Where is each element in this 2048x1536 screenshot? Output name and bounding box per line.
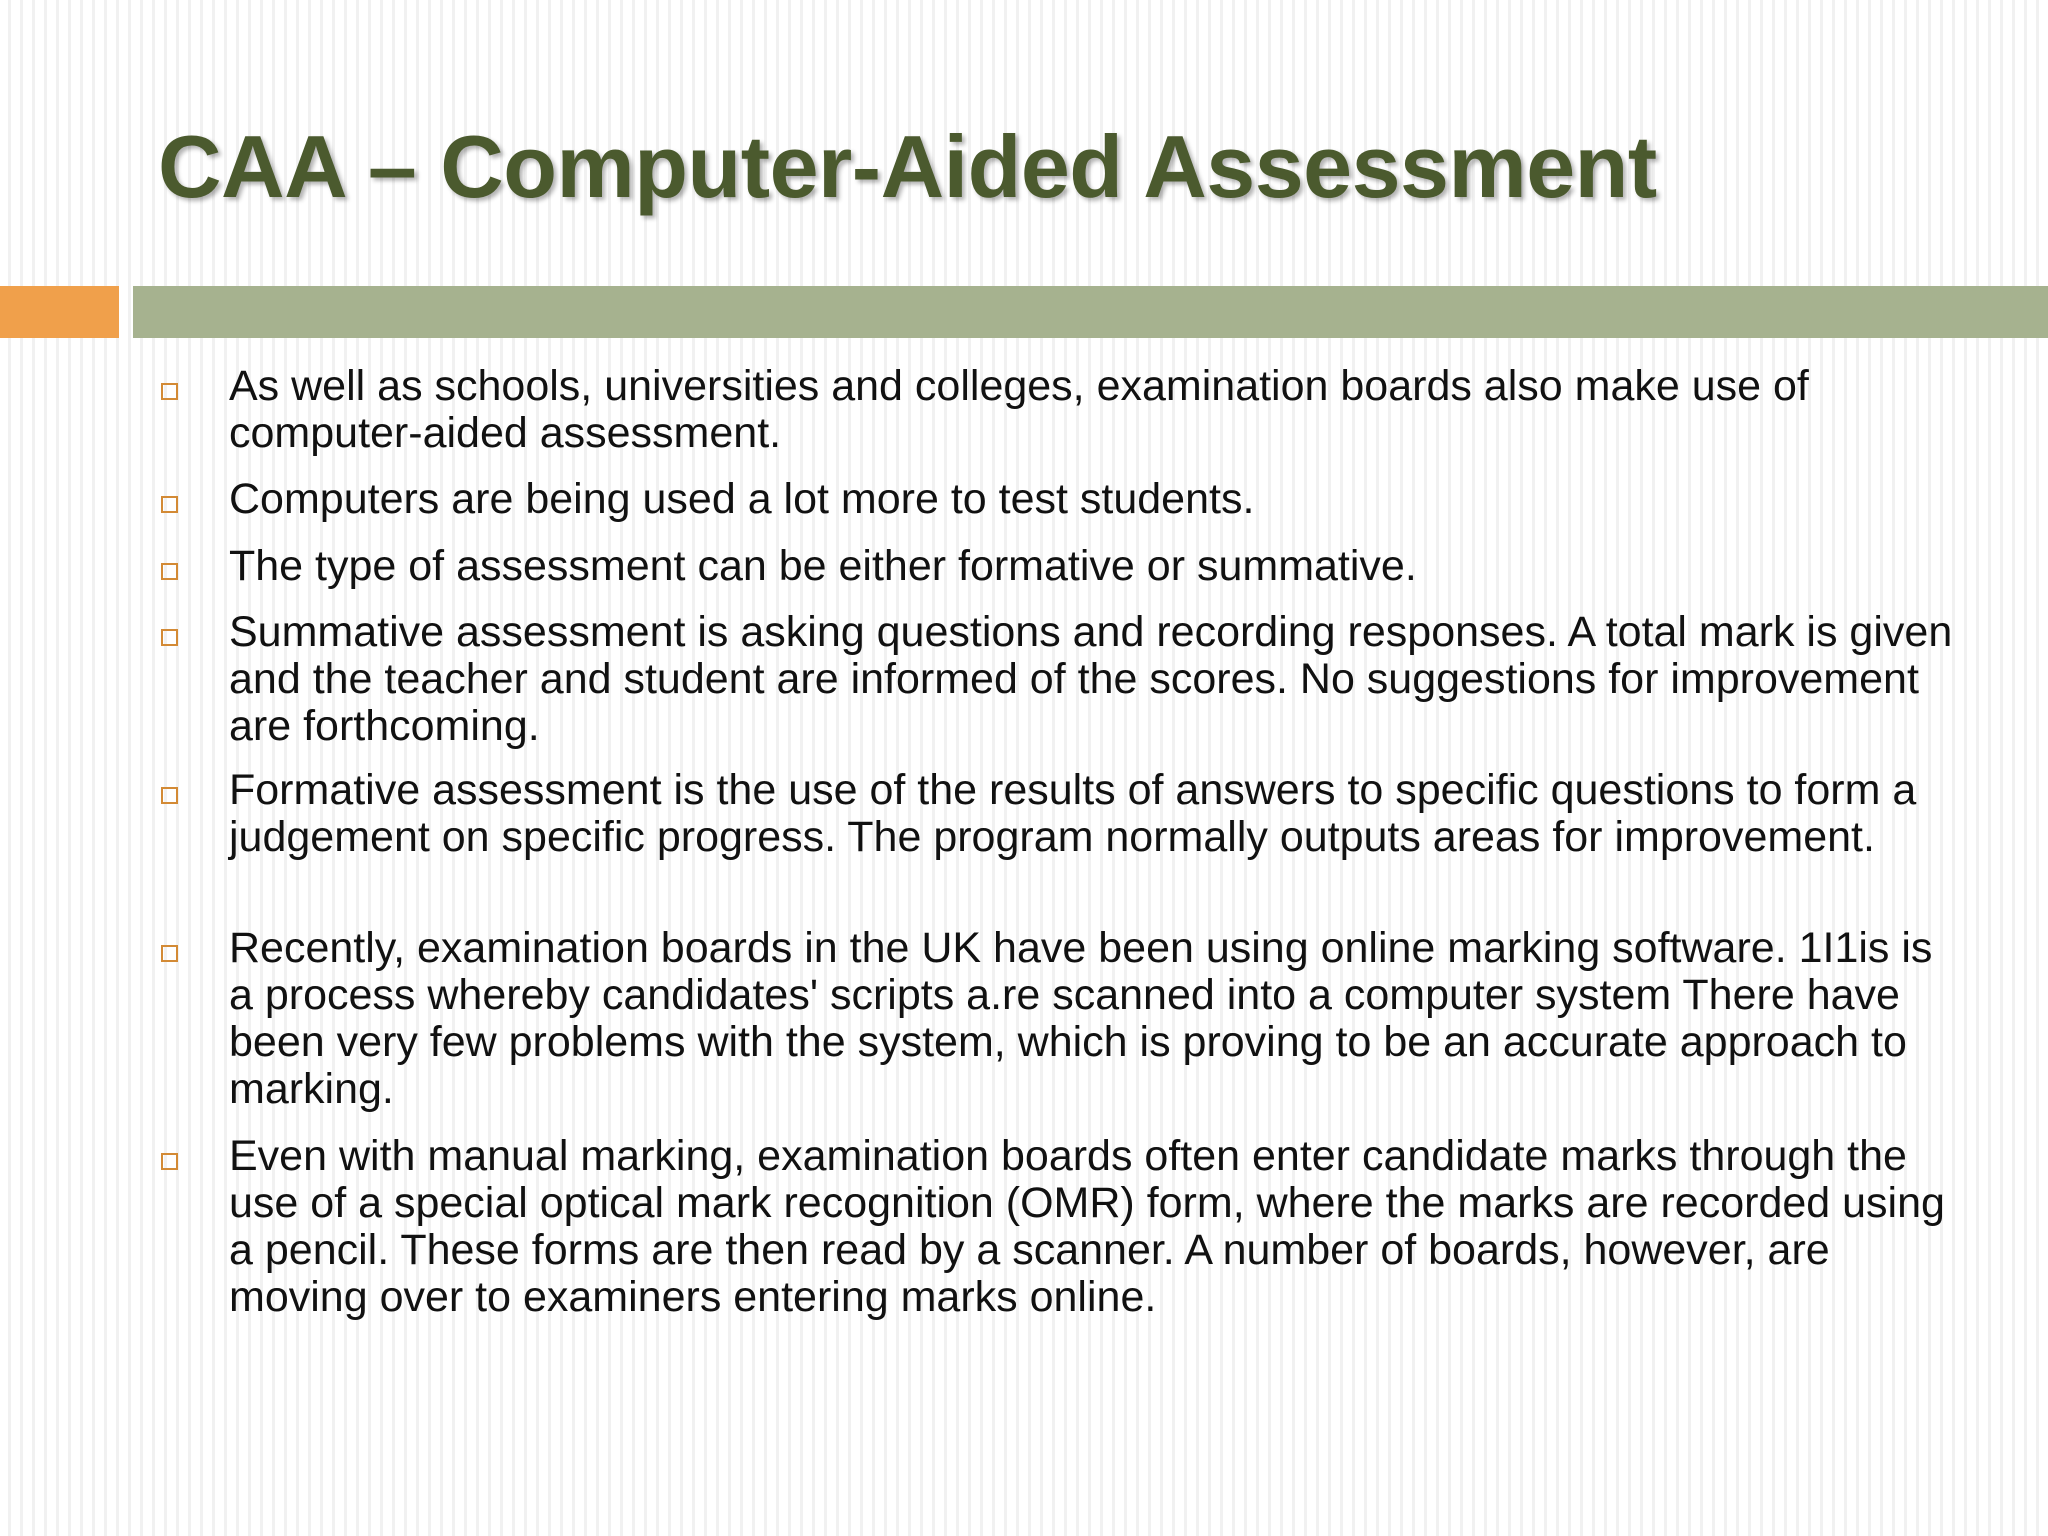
bullet-text: The type of assessment can be either formative or summative. bbox=[229, 542, 1417, 590]
square-bullet-icon bbox=[161, 383, 178, 400]
slide-title: CAA – Computer-Aided Assessment bbox=[158, 117, 1657, 216]
square-bullet-icon bbox=[161, 787, 178, 804]
square-bullet-icon bbox=[161, 1153, 178, 1170]
bullet-text: As well as schools, universities and colleges, examination boards also make use of computer-aided assessment. bbox=[229, 362, 1809, 457]
bullet-text: Computers are being used a lot more to test students. bbox=[229, 475, 1255, 523]
bullet-text: Recently, examination boards in the UK have been using online marking software. 1I1is is a process whereby candidates' scripts a.re scanned into a computer system There have been very few problems with the system, which is proving to be an accurate approach to marking. bbox=[229, 924, 1933, 1113]
bullet-text: Even with manual marking, examination boards often enter candidate marks through the use of a special optical mark recognition (OMR) form, where the marks are recorded using a pencil. These forms are then read by a scanner. A number of boards, however, are moving over to examiners entering marks online. bbox=[229, 1132, 1945, 1321]
square-bullet-icon bbox=[161, 496, 178, 513]
bullet-text: Summative assessment is asking questions and recording responses. A total mark is given and the teacher and student are informed of the scores. No suggestions for improvement are forthcoming. bbox=[229, 608, 1953, 750]
square-bullet-icon bbox=[161, 563, 178, 580]
square-bullet-icon bbox=[161, 629, 178, 646]
bullet-text: Formative assessment is the use of the results of answers to specific questions to form a judgement on specific progress. The program normally outputs areas for improvement. bbox=[229, 766, 1917, 861]
square-bullet-icon bbox=[161, 945, 178, 962]
